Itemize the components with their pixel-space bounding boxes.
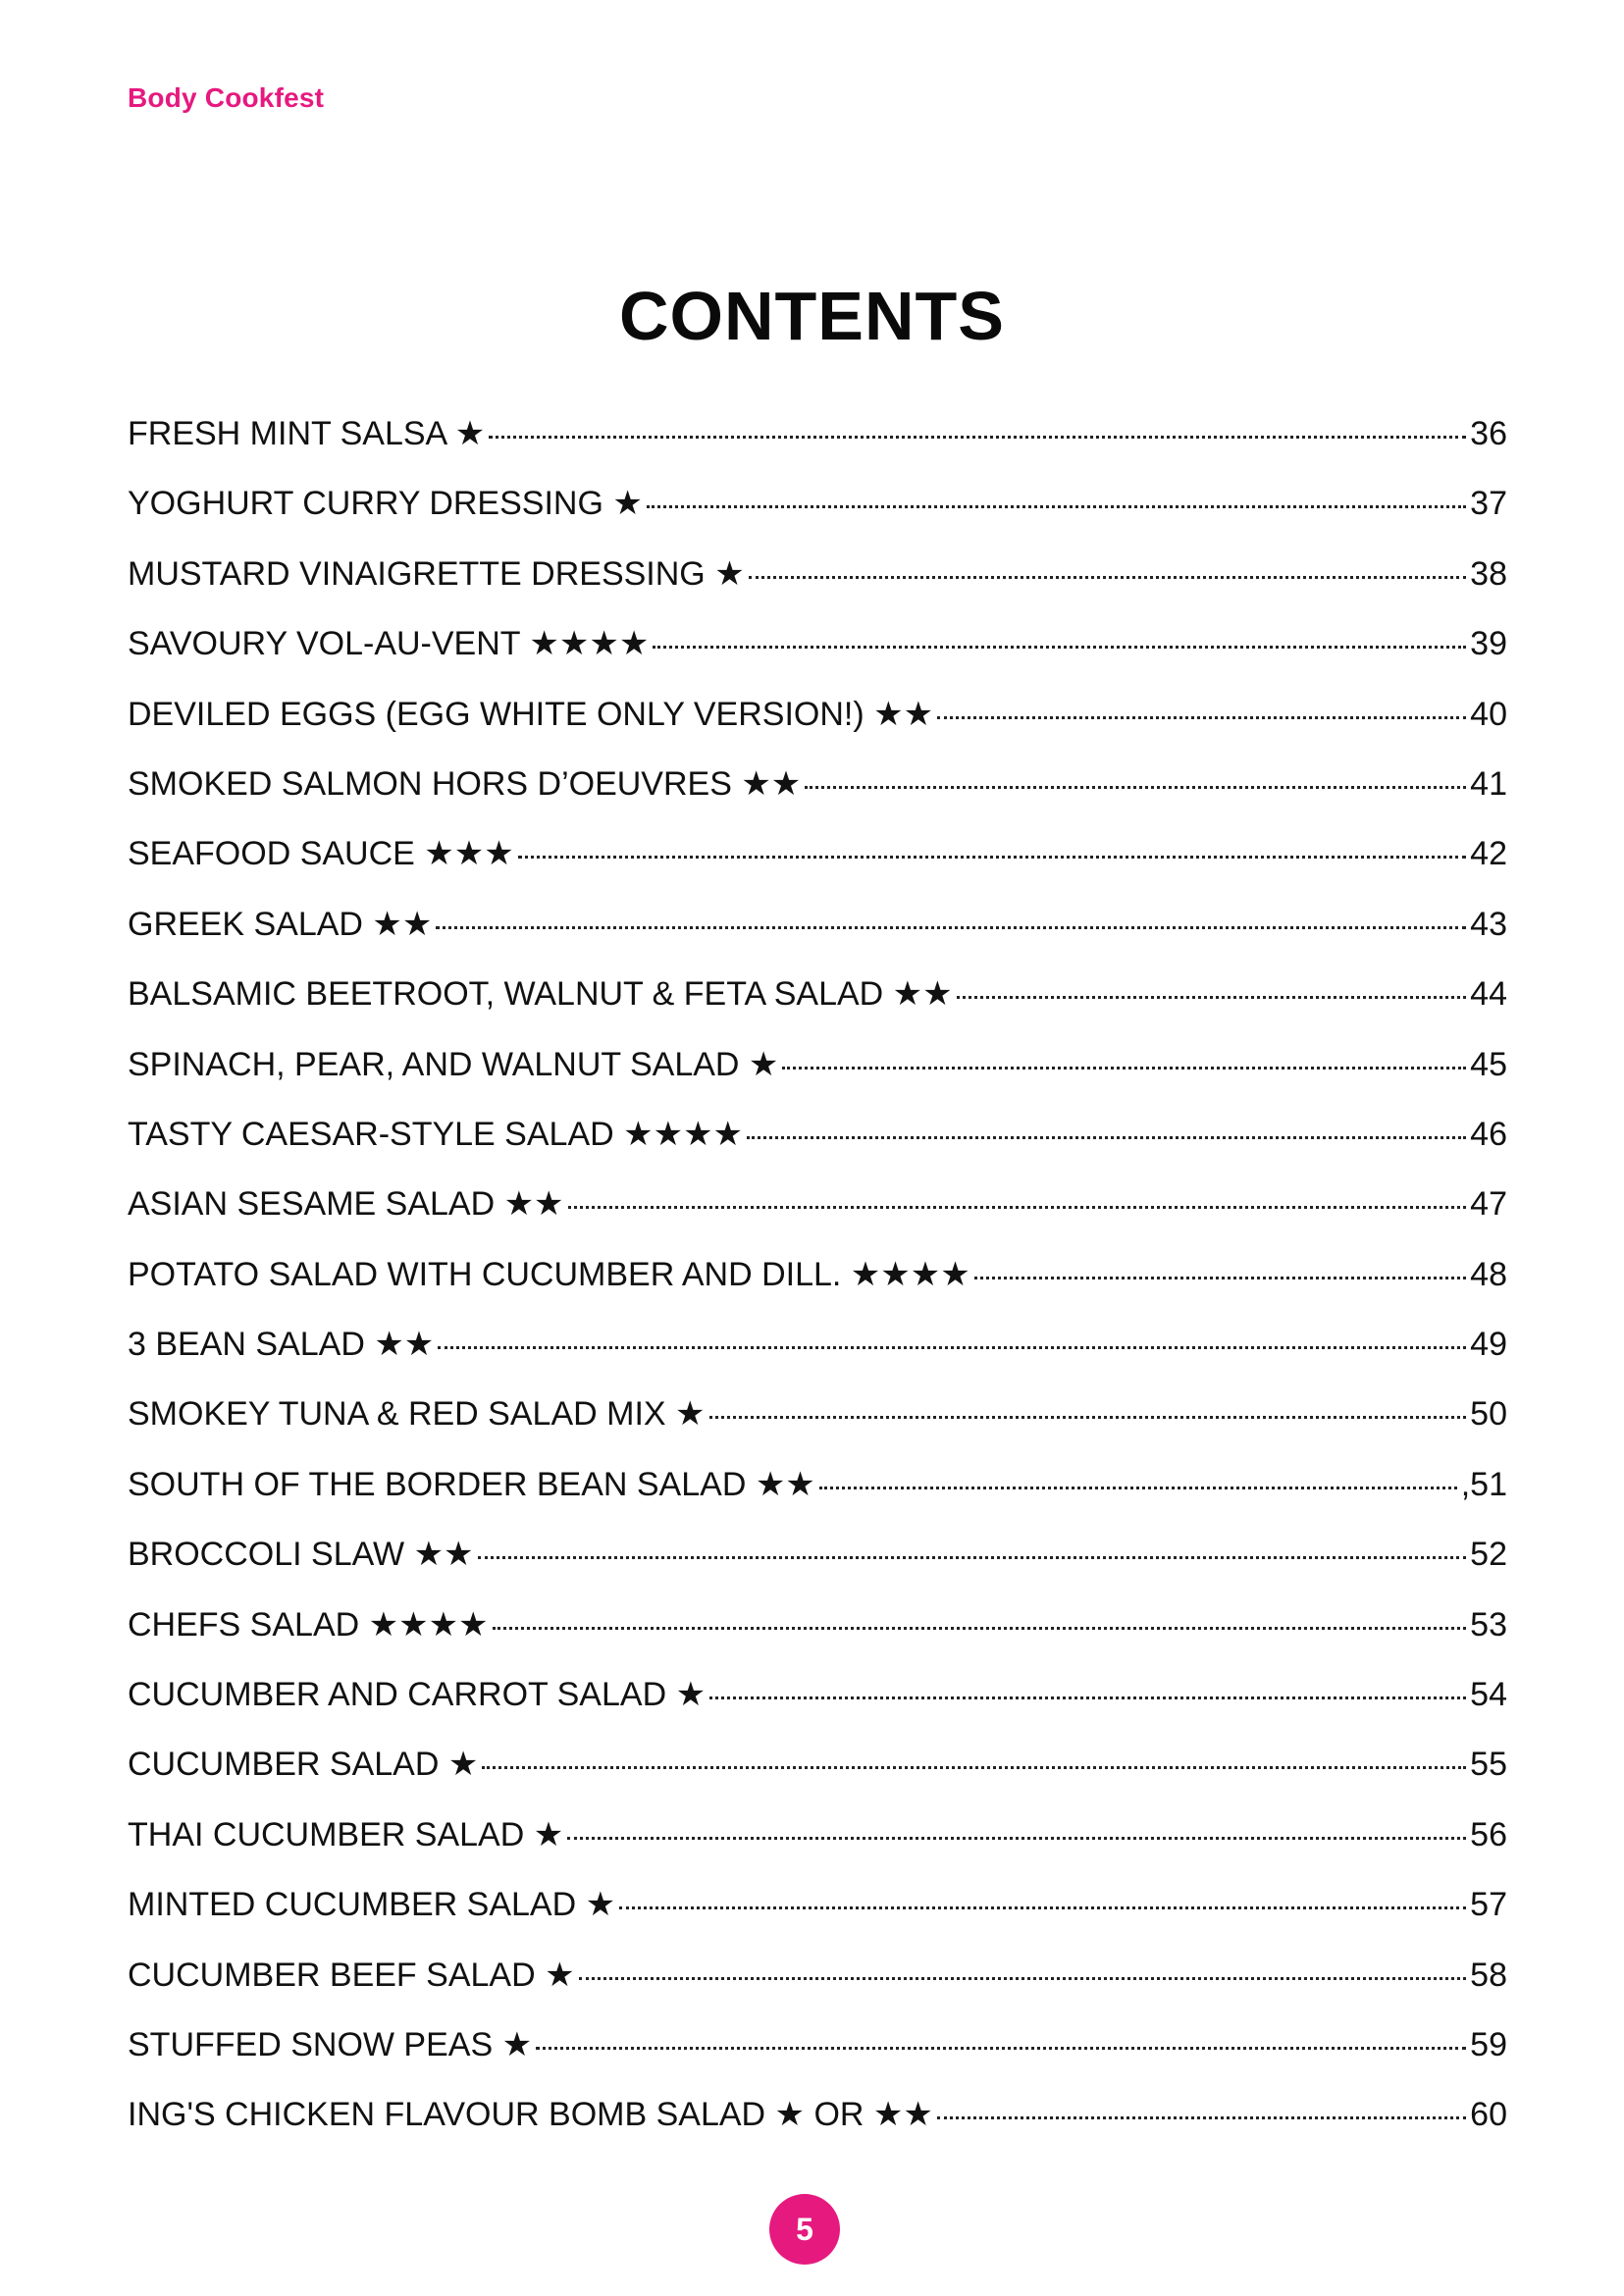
toc-entry[interactable] (128, 1946, 1507, 2015)
dot-leader (619, 1906, 1466, 1909)
dot-leader (937, 716, 1466, 719)
toc-entry[interactable] (128, 474, 1507, 544)
toc-entry-page: 53 (1470, 1605, 1507, 1644)
dot-leader (937, 2116, 1466, 2119)
toc-entry-page: 55 (1470, 1746, 1507, 1784)
toc-entry-title: SMOKED SALMON HORS D’OEUVRES ★★ (128, 764, 802, 803)
toc-entry-title: BROCCOLI SLAW ★★ (128, 1536, 474, 1574)
toc-entry[interactable] (128, 1805, 1507, 1875)
toc-entry-title: SAVOURY VOL-AU-VENT ★★★★ (128, 625, 650, 663)
toc-entry-page: 41 (1470, 764, 1507, 803)
toc-entry-title: CUCUMBER BEEF SALAD ★ (128, 1956, 575, 1994)
toc-entry-page: 57 (1470, 1886, 1507, 1924)
toc-entry[interactable] (128, 1735, 1507, 1804)
toc-entry-title: STUFFED SNOW PEAS ★ (128, 2025, 533, 2063)
toc-entry-title: THAI CUCUMBER SALAD ★ (128, 1815, 564, 1853)
toc-entry-title: ING'S CHICKEN FLAVOUR BOMB SALAD ★ OR ★★ (128, 2096, 933, 2134)
toc-entry-title: GREEK SALAD ★★ (128, 905, 433, 943)
toc-entry-title: ASIAN SESAME SALAD ★★ (128, 1185, 564, 1224)
toc-entry[interactable] (128, 614, 1507, 684)
dot-leader (568, 1206, 1467, 1209)
toc-entry-title: SEAFOOD SAUCE ★★★ (128, 835, 514, 873)
page-number-badge: 5 (769, 2194, 840, 2265)
toc-entry[interactable] (128, 1455, 1507, 1525)
dot-leader (579, 1977, 1467, 1980)
toc-entry[interactable] (128, 1384, 1507, 1454)
toc-entry-page: 46 (1470, 1115, 1507, 1153)
toc-entry-page: 40 (1470, 695, 1507, 733)
toc-entry-page: 42 (1470, 835, 1507, 873)
toc-entry-title: MINTED CUCUMBER SALAD ★ (128, 1886, 616, 1924)
toc-entry-page: 50 (1470, 1395, 1507, 1434)
toc-entry-page: 37 (1470, 485, 1507, 523)
dot-leader (436, 926, 1466, 929)
dot-leader (709, 1696, 1466, 1699)
toc-entry-page: 48 (1470, 1255, 1507, 1293)
toc-entry-title: YOGHURT CURRY DRESSING ★ (128, 485, 643, 523)
page-title: CONTENTS (619, 278, 1005, 354)
toc-entry-title: DEVILED EGGS (EGG WHITE ONLY VERSION!) ★★ (128, 695, 934, 733)
toc-entry-title: TASTY CAESAR-STYLE SALAD ★★★★ (128, 1115, 744, 1153)
dot-leader (489, 436, 1466, 439)
toc-entry-page: 44 (1470, 975, 1507, 1014)
toc-entry[interactable] (128, 824, 1507, 894)
toc-entry-title: SOUTH OF THE BORDER BEAN SALAD ★★ (128, 1465, 815, 1503)
toc-entry-title: CHEFS SALAD ★★★★ (128, 1605, 489, 1644)
toc-entry[interactable] (128, 1174, 1507, 1244)
toc-entry-page: 43 (1470, 905, 1507, 943)
toc-entry[interactable] (128, 895, 1507, 965)
table-of-contents (128, 404, 1507, 2156)
dot-leader (493, 1627, 1467, 1630)
toc-entry-page: 56 (1470, 1815, 1507, 1853)
toc-entry-page: 58 (1470, 1956, 1507, 1994)
toc-entry-title: POTATO SALAD WITH CUCUMBER AND DILL. ★★★★ (128, 1255, 970, 1293)
toc-entry-title: MUSTARD VINAIGRETTE DRESSING ★ (128, 554, 745, 593)
toc-entry-page: ,51 (1460, 1465, 1507, 1503)
dot-leader (709, 1416, 1467, 1419)
toc-entry-title: FRESH MINT SALSA ★ (128, 415, 486, 452)
toc-entry[interactable] (128, 1315, 1507, 1384)
toc-entry[interactable] (128, 1665, 1507, 1735)
toc-entry[interactable] (128, 965, 1507, 1034)
toc-entry[interactable] (128, 685, 1507, 755)
toc-entry-page: 60 (1470, 2096, 1507, 2134)
dot-leader (957, 996, 1467, 999)
dot-leader (567, 1837, 1466, 1840)
dot-leader (653, 646, 1466, 649)
dot-leader (819, 1487, 1457, 1489)
toc-entry-page: 36 (1470, 415, 1507, 452)
dot-leader (518, 856, 1466, 859)
dot-leader (974, 1277, 1466, 1279)
toc-entry[interactable] (128, 1875, 1507, 1945)
dot-leader (805, 786, 1466, 789)
toc-entry-page: 38 (1470, 554, 1507, 593)
toc-entry[interactable] (128, 1105, 1507, 1174)
toc-entry-title: BALSAMIC BEETROOT, WALNUT & FETA SALAD ★★ (128, 975, 953, 1014)
dot-leader (647, 505, 1466, 508)
toc-entry-page: 45 (1470, 1045, 1507, 1083)
toc-entry[interactable] (128, 1245, 1507, 1315)
toc-entry[interactable] (128, 1035, 1507, 1105)
toc-entry[interactable] (128, 1595, 1507, 1665)
dot-leader (438, 1346, 1466, 1349)
dot-leader (749, 576, 1466, 579)
toc-entry-page: 54 (1470, 1676, 1507, 1714)
toc-entry[interactable] (128, 2085, 1507, 2155)
toc-entry[interactable] (128, 755, 1507, 824)
dot-leader (482, 1766, 1466, 1769)
toc-entry-title: SMOKEY TUNA & RED SALAD MIX ★ (128, 1395, 706, 1434)
toc-entry-page: 47 (1470, 1185, 1507, 1224)
toc-entry[interactable] (128, 1525, 1507, 1594)
toc-entry-page: 52 (1470, 1536, 1507, 1574)
toc-entry[interactable] (128, 545, 1507, 614)
toc-entry[interactable] (128, 2015, 1507, 2085)
toc-entry-page: 49 (1470, 1326, 1507, 1364)
toc-entry-page: 39 (1470, 625, 1507, 663)
dot-leader (536, 2047, 1466, 2050)
toc-entry-title: SPINACH, PEAR, AND WALNUT SALAD ★ (128, 1045, 779, 1083)
dot-leader (782, 1067, 1466, 1070)
dot-leader (478, 1556, 1467, 1559)
brand-name: Body Cookfest (128, 82, 325, 113)
toc-entry-page: 59 (1470, 2025, 1507, 2063)
dot-leader (747, 1136, 1466, 1139)
toc-entry-title: CUCUMBER SALAD ★ (128, 1746, 479, 1784)
toc-entry-title: CUCUMBER AND CARROT SALAD ★ (128, 1676, 707, 1714)
toc-entry-title: 3 BEAN SALAD ★★ (128, 1326, 435, 1364)
toc-entry[interactable] (128, 404, 1507, 474)
